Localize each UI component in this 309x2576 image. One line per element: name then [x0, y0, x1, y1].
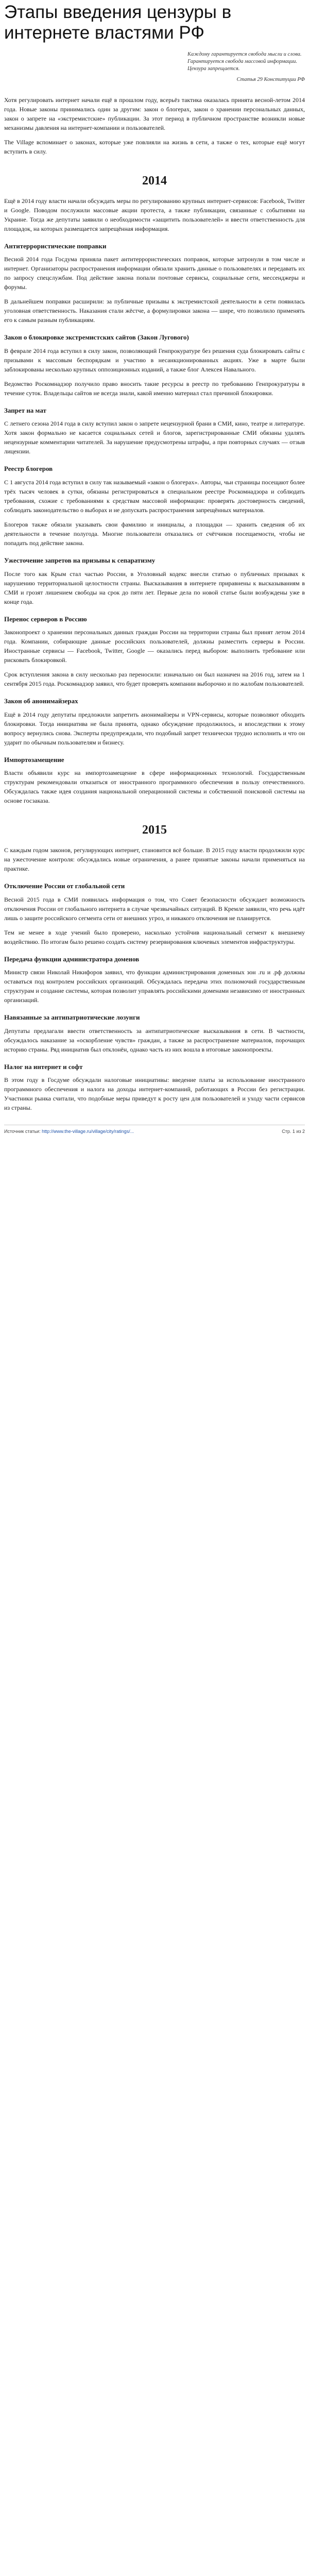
subsection-heading: Ужесточение запретов на призывы к сепаратизму [4, 556, 156, 564]
subsection-heading: Навязанные за антипатриотические лозунги [4, 1013, 140, 1022]
article-title: Этапы введения цензуры в интернете властями РФ [4, 2, 232, 43]
footer-page-info: Стр. 1 из 2 [282, 1129, 305, 1134]
paragraph: Тем не менее в ходе учений было проверено, насколько устойчив национальный сегмент к внешнему воздействию. По итогам было решено создать систему резервирования ключевых элементов инфраструктуры. [4, 928, 305, 945]
subsection-heading: Запрет на мат [4, 406, 46, 414]
subsection-heading: Передача функции администратора доменов [4, 955, 140, 963]
article-intro [4, 95, 305, 156]
year-heading: 2015 [142, 823, 167, 837]
intro-paragraph: Хотя регулировать интернет начали ещё в прошлом году, всерьёз тактика оказалась принята весной-летом 2014 года. Новые законы принимались один за другим: закон о блогерах, закон о хранении персональных данных, закон о запрете на «экстремистские» публикации. За этот период в публичном пространстве возникли новые механизмы давления на интернет-компании и пользователей. [4, 96, 305, 131]
subsection-heading: Антитеррористические поправки [4, 242, 107, 250]
subsection-heading: Реестр блогеров [4, 465, 53, 473]
paragraph: Срок вступления закона в силу несколько раз переносили: изначально он был назначен на 2016 год, затем на 1 сентября 2015 года. Роскомнадзор заявил, что будет проверять компании выборочно и по жалобам пользователей. [4, 671, 305, 688]
paragraph: Весной 2015 года в СМИ появилась информация о том, что Совет безопасности обсуждает возможность отключения России от глобального интернета в случае чрезвычайных ситуаций. В Кремле заявили, что речь идёт лишь о защите российского сегмента сети от внешних угроз, и никакого отключения не планируется. [4, 895, 305, 922]
paragraph: Весной 2014 года Госдума приняла пакет антитеррористических поправок, которые затронули в том числе и интернет. Организаторы распространения информации обязали хранить данные о пользователях и передавать их по запросу спецслужбам. Под действие закона попали почтовые сервисы, социальные сети, мессенджеры и форумы. [4, 256, 305, 291]
subsection-heading: Закон о блокировке экстремистских сайтов (Закон Лугового) [4, 333, 189, 342]
paragraph: В феврале 2014 года вступил в силу закон, позволяющий Генпрокуратуре без решения суда блокировать сайты с призывами к массовым беспорядкам и участию в несанкционированных акциях. Уже в марте были заблокированы несколько крупных оппозиционных изданий, а также блог Алексея Навального. [4, 347, 305, 373]
paragraph: Ведомство Роскомнадзор получило право вносить такие ресурсы в реестр по требованию Генпрокуратуры в течение суток. Владельцы сайтов не всегда знали, какой именно материал стал причиной блокировки. [4, 380, 305, 397]
paragraph: Депутаты предлагали ввести ответственность за антипатриотические высказывания в сети. В частности, обсуждалось наказание за «оскорбление чувств» граждан, а также за распространение материалов, порочащих историю страны. Ряд инициатив был отклонён, однако часть из них вошла в итоговые законопроекты. [4, 1027, 305, 1053]
paragraph: С летнего сезона 2014 года в силу вступил закон о запрете нецензурной брани в СМИ, кино, театре и литературе. Хотя закон формально не касается социальных сетей и блогов, зарегистрированные СМИ обязаны удалять нецензурные комментарии читателей. За нарушение предусмотрены штрафы, а при повторных случаях — отзыв лицензии. [4, 420, 305, 455]
footer-source-link[interactable]: http://www.the-village.ru/village/city/ratings/... [42, 1129, 134, 1134]
subsection-heading: Закон об анонимайзерах [4, 697, 78, 705]
subsection-heading: Импортозамещение [4, 755, 64, 764]
paragraph: Законопроект о хранении персональных данных граждан России на территории страны был принят летом 2014 года. Компании, собирающие данные российских пользователей, должны разместить серверы в России. Иностранные сервисы — Facebook, Twitter, Google — оказались перед выбором: выполнить требование или рисковать блокировкой. [4, 629, 305, 664]
paragraph: Власти объявили курс на импортозамещение в сфере информационных технологий. Государственным структурам рекомендовали отказаться от иностранного программного обеспечения в пользу отечественного. Обсуждалась также идея создания национальной операционной системы и собственной поисковой системы на основе госзаказа. [4, 769, 305, 805]
paragraph: В дальнейшем поправки расширили: за публичные призывы к экстремистской деятельности в сети появилась уголовная ответственность. Наказания стали жёстче, а формулировки закона — шире, что позволило применять его к самым разным публикациям. [4, 298, 305, 324]
footer-source [4, 1128, 134, 1136]
epigraph: Каждому гарантируется свобода мысли и слова. Гарантируется свобода массовой информации. Цензура запрещается. [187, 51, 302, 72]
paragraph: Ещё в 2014 году депутаты предложили запретить анонимайзеры и VPN-сервисы, которые позволяют обходить блокировки. Тогда инициатива не была принята, однако обсуждение продолжилось, и впоследствии к этому вопросу вернулись снова. Эксперты предупреждали, что подобный запрет технически трудно исполнить и что он ударит по обычным пользователям и бизнесу. [4, 710, 305, 746]
page-footer [4, 1125, 305, 1136]
subsection-heading: Налог на интернет и софт [4, 1062, 83, 1071]
epigraph-source: Статья 29 Конституции РФ [236, 77, 305, 83]
subsection-heading: Отключение России от глобальной сети [4, 882, 125, 890]
year-section-2015 [4, 821, 305, 1112]
footer-source-label: Источник статьи: [4, 1129, 41, 1134]
subsection-heading: Перенос серверов в Россию [4, 615, 87, 623]
paragraph: В этом году в Госдуме обсуждали налоговые инициативы: введение платы за использование иностранного программного обеспечения и налога на доходы интернет-компаний, работающих в России без регистрации. Участники рынка считали, что подобные меры приведут к росту цен для пользователей и уходу части сервисов из страны. [4, 1076, 305, 1112]
intro-paragraph: The Village вспоминает о законах, которые уже повлияли на жизнь в сети, а также о тех, которые ещё могут вступить в силу. [4, 138, 305, 155]
year-heading: 2014 [142, 174, 167, 188]
year-section-2014 [4, 172, 305, 805]
section-intro: С каждым годом законов, регулирующих интернет, становится всё больше. В 2015 году власти продолжили курс на ужесточение контроля: обсуждались новые ограничения, а ранее принятые законы начали применяться на практике. [4, 846, 305, 873]
paragraph: После того как Крым стал частью России, в Уголовный кодекс внесли статью о публичных призывах к нарушению территориальной целостности страны. Высказывания в интернете приравнены к высказываниям в СМИ и грозят лишением свободы на срок до пяти лет. Первые дела по новой статье были возбуждены уже в конце года. [4, 570, 305, 605]
paragraph: Блогеров также обязали указывать свои фамилию и инициалы, а площадки — хранить сведения об их деятельности в течение полугода. Многие пользователи отказались от счётчиков посещаемости, чтобы не попадать под действие закона. [4, 520, 305, 547]
paragraph: Министр связи Николай Никифоров заявил, что функции администрирования доменных зон .ru и .рф должны оставаться под контролем российских организаций. Обсуждалась передача этих полномочий государственным структурам и создание системы, которая позволит управлять российскими доменами независимо от иностранных организаций. [4, 969, 305, 1004]
paragraph: С 1 августа 2014 года вступил в силу так называемый «закон о блогерах». Авторы, чьи страницы посещают более трёх тысяч человек в сутки, обязаны регистрироваться в специальном реестре Роскомнадзора и соблюдать требования, схожие с требованиями к средствам массовой информации: проверять достоверность сведений, соблюдать законодательство о выборах и не допускать распространения запрещённых материалов. [4, 478, 305, 514]
section-intro: Ещё в 2014 году власти начали обсуждать меры по регулированию крупных интернет-сервисов: Facebook, Twitter и Google. Поводом послужили массовые акции протеста, а также публикации, связанные с событиями на Украине. Тогда же депутаты заявили о необходимости «защитить пользователей» и ввести ответственность для площадок, на которых размещается запрещённая информация. [4, 197, 305, 232]
